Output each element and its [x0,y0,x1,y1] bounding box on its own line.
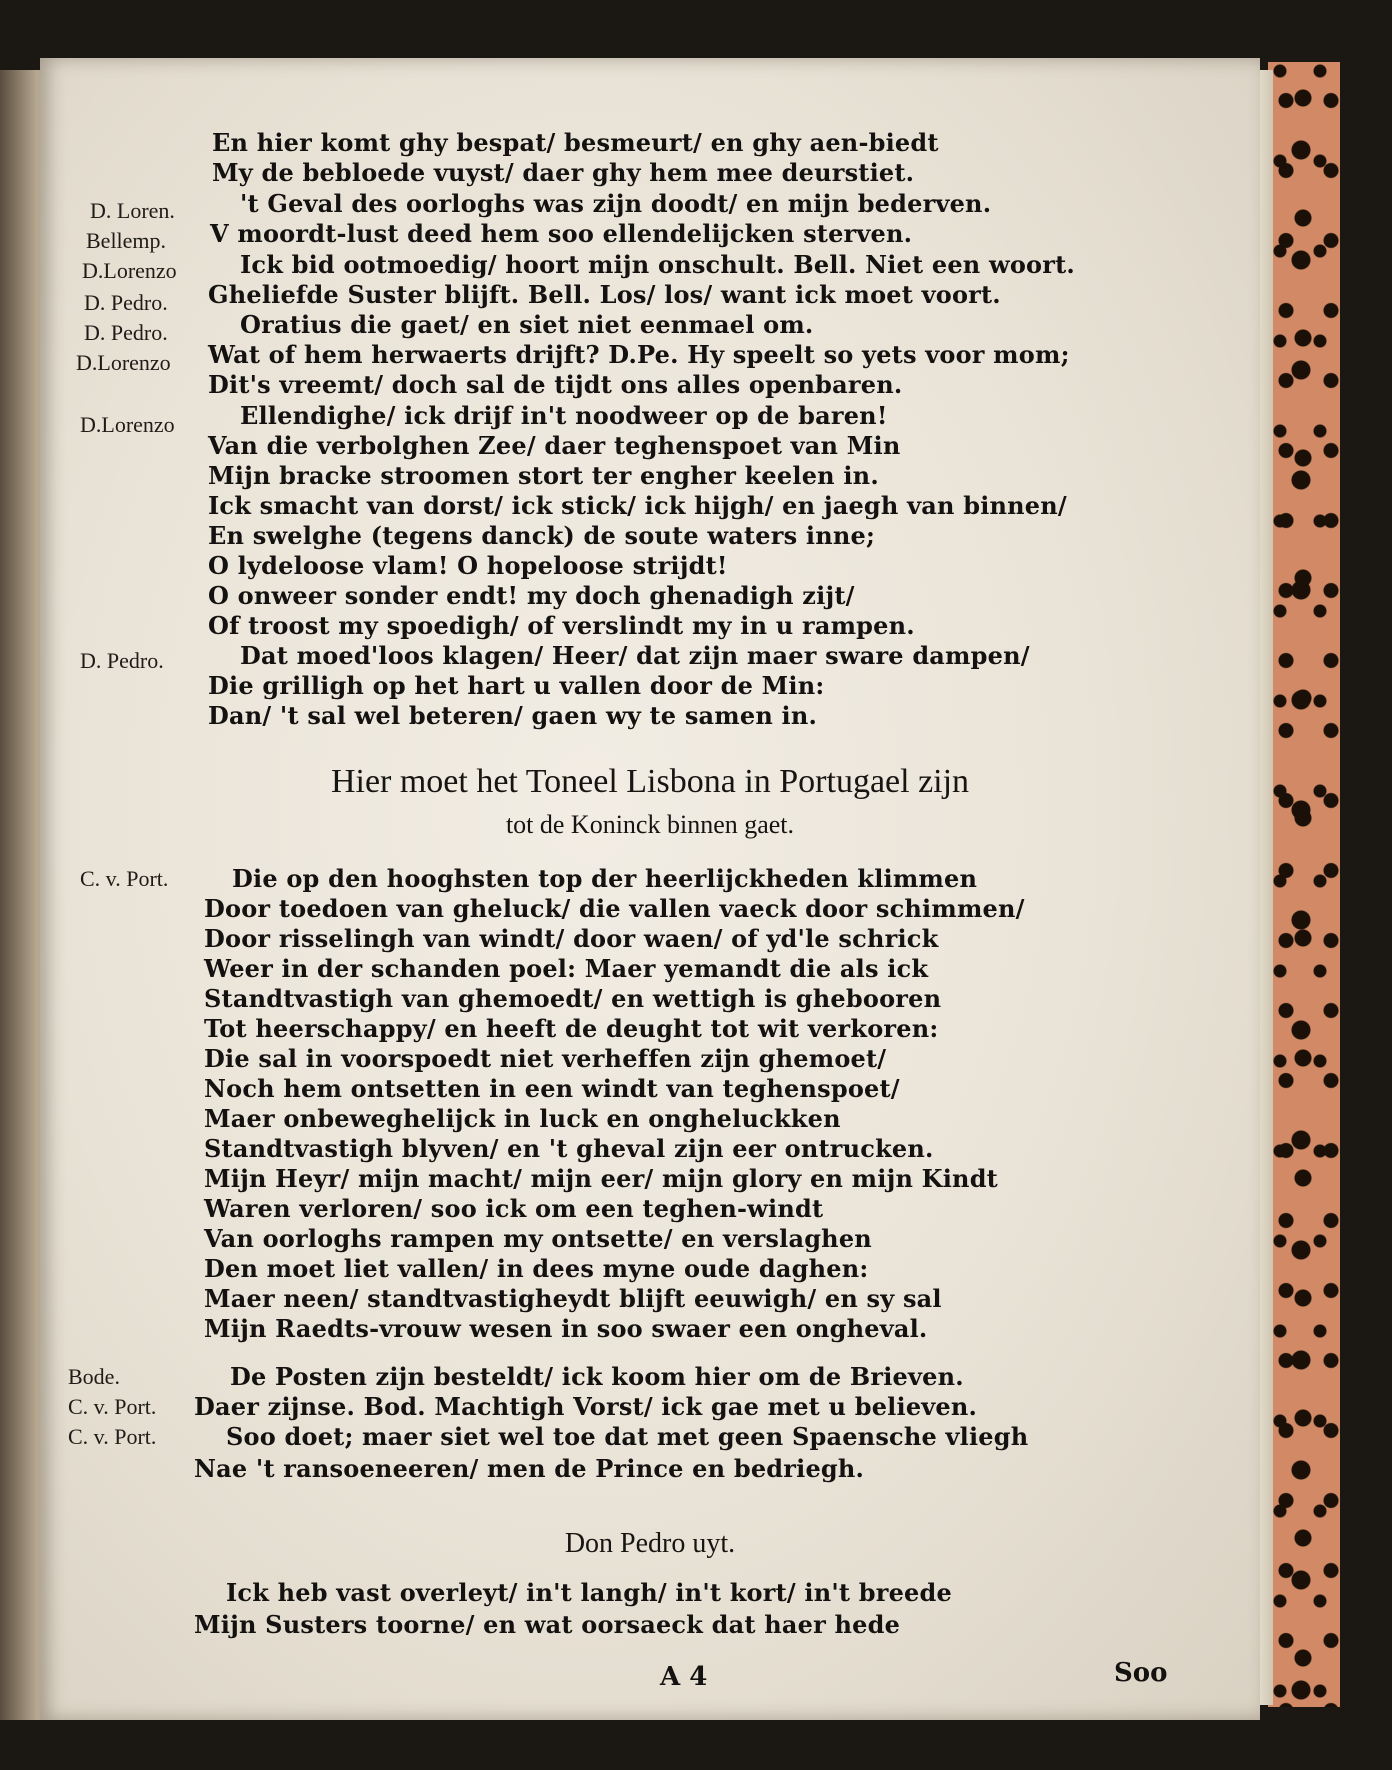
verse-line: Die op den hooghsten top der heerlijckheden klimmen [232,864,978,893]
stage-direction: Hier moet het Toneel Lisbona in Portugael zijn [330,763,970,800]
verse-line: Dit's vreemt/ doch sal de tijdt ons alles openbaren. [208,370,903,399]
verse-line: Door toedoen van gheluck/ die vallen vaeck door schimmen/ [204,894,1025,923]
verse-line: De Posten zijn besteldt/ ick koom hier om de Brieven. [230,1362,964,1391]
marbled-cover [1268,62,1340,1707]
verse-line: Mijn Susters toorne/ en wat oorsaeck dat haer hede [194,1610,901,1639]
verse-line: En hier komt ghy bespat/ besmeurt/ en ghy aen-biedt [212,128,939,157]
verse-line: Soo doet; maer siet wel toe dat met geen Spaensche vliegh [226,1422,1029,1451]
verse-line: Mijn bracke stroomen stort ter engher keelen in. [208,461,879,490]
verse-line: Ick smacht van dorst/ ick stick/ ick hijgh/ en jaegh van binnen/ [208,491,1067,520]
verse-line: V moordt-lust deed hem soo ellendelijcken sterven. [210,219,913,248]
verse-line: Waren verloren/ soo ick om een teghen-windt [204,1194,824,1223]
signature-mark: A 4 [660,1662,708,1692]
catchword: Soo [1114,1658,1168,1688]
verse-line: O onweer sonder endt! my doch ghenadigh zijt/ [208,581,855,610]
verse-line: En swelghe (tegens danck) de soute waters inne; [208,521,876,550]
speaker-label: D.Lorenzo [82,258,177,283]
verse-line: Dan/ 't sal wel beteren/ gaen wy te samen in. [208,701,818,730]
speaker-label: Bode. [68,1364,120,1389]
speaker-label: Bellemp. [86,228,167,253]
verse-line: Gheliefde Suster blijft. Bell. Los/ los/ want ick moet voort. [208,280,1001,309]
speaker-label: D. Loren. [90,198,175,223]
verse-line: Wat of hem herwaerts drijft? D.Pe. Hy speelt so yets voor mom; [208,340,1070,369]
verse-line: Ellendighe/ ick drijf in't noodweer op de baren! [240,401,888,430]
speaker-label: D.Lorenzo [80,412,175,437]
verse-line: Maer neen/ standtvastigheydt blijft eeuwigh/ en sy sal [204,1284,942,1313]
verse-line: Door risselingh van windt/ door waen/ of yd'le schrick [204,924,939,953]
speaker-label: D.Lorenzo [76,350,171,375]
speaker-label: D. Pedro. [84,290,168,315]
verse-line: My de bebloede vuyst/ daer ghy hem mee deurstiet. [212,158,915,187]
verse-line: O lydeloose vlam! O hopeloose strijdt! [208,551,728,580]
verse-line: Noch hem ontsetten in een windt van teghenspoet/ [204,1074,900,1103]
verse-line: Weer in der schanden poel: Maer yemandt die als ick [204,954,929,983]
verse-line: Of troost my spoedigh/ of verslindt my in u rampen. [208,611,915,640]
speaker-label: C. v. Port. [68,1424,157,1449]
book-page [40,58,1260,1720]
verse-line: Nae 't ransoeneeren/ men de Prince en bedriegh. [194,1454,865,1483]
verse-line: 't Geval des oorloghs was zijn doodt/ en mijn bederven. [240,189,992,218]
verse-line: Die sal in voorspoedt niet verheffen zijn ghemoet/ [204,1044,887,1073]
speaker-label: C. v. Port. [68,1394,157,1419]
verse-line: Tot heerschappy/ en heeft de deught tot wit verkoren: [204,1014,939,1043]
verse-line: Van die verbolghen Zee/ daer teghenspoet van Min [208,431,901,460]
verse-line: Ick heb vast overleyt/ in't langh/ in't kort/ in't breede [226,1578,952,1607]
verse-line: Daer zijnse. Bod. Machtigh Vorst/ ick gae met u believen. [194,1392,978,1421]
verse-line: Dat moed'loos klagen/ Heer/ dat zijn maer sware dampen/ [240,641,1030,670]
stage-exit: Don Pedro uyt. [564,1528,736,1559]
verse-line: Standtvastigh van ghemoedt/ en wettigh is ghebooren [204,984,942,1013]
verse-line: Den moet liet vallen/ in dees myne oude daghen: [204,1254,869,1283]
verse-line: Standtvastigh blyven/ en 't gheval zijn eer ontrucken. [204,1134,934,1163]
verse-line: Maer onbeweghelijck in luck en ongheluckken [204,1104,841,1133]
stage-direction-continued: tot de Koninck binnen gaet. [505,810,795,839]
speaker-label: D. Pedro. [84,320,168,345]
speaker-label: D. Pedro. [80,648,164,673]
verse-line: Mijn Heyr/ mijn macht/ mijn eer/ mijn glory en mijn Kindt [204,1164,998,1193]
verse-line: Ick bid ootmoedig/ hoort mijn onschult. Bell. Niet een woort. [240,250,1075,279]
verse-line: Oratius die gaet/ en siet niet eenmael om. [240,310,814,339]
speaker-label: C. v. Port. [80,866,169,891]
verse-line: Van oorloghs rampen my ontsette/ en verslaghen [204,1224,872,1253]
verse-line: Die grilligh op het hart u vallen door de Min: [208,671,825,700]
verse-line: Mijn Raedts-vrouw wesen in soo swaer een ongheval. [204,1314,928,1343]
